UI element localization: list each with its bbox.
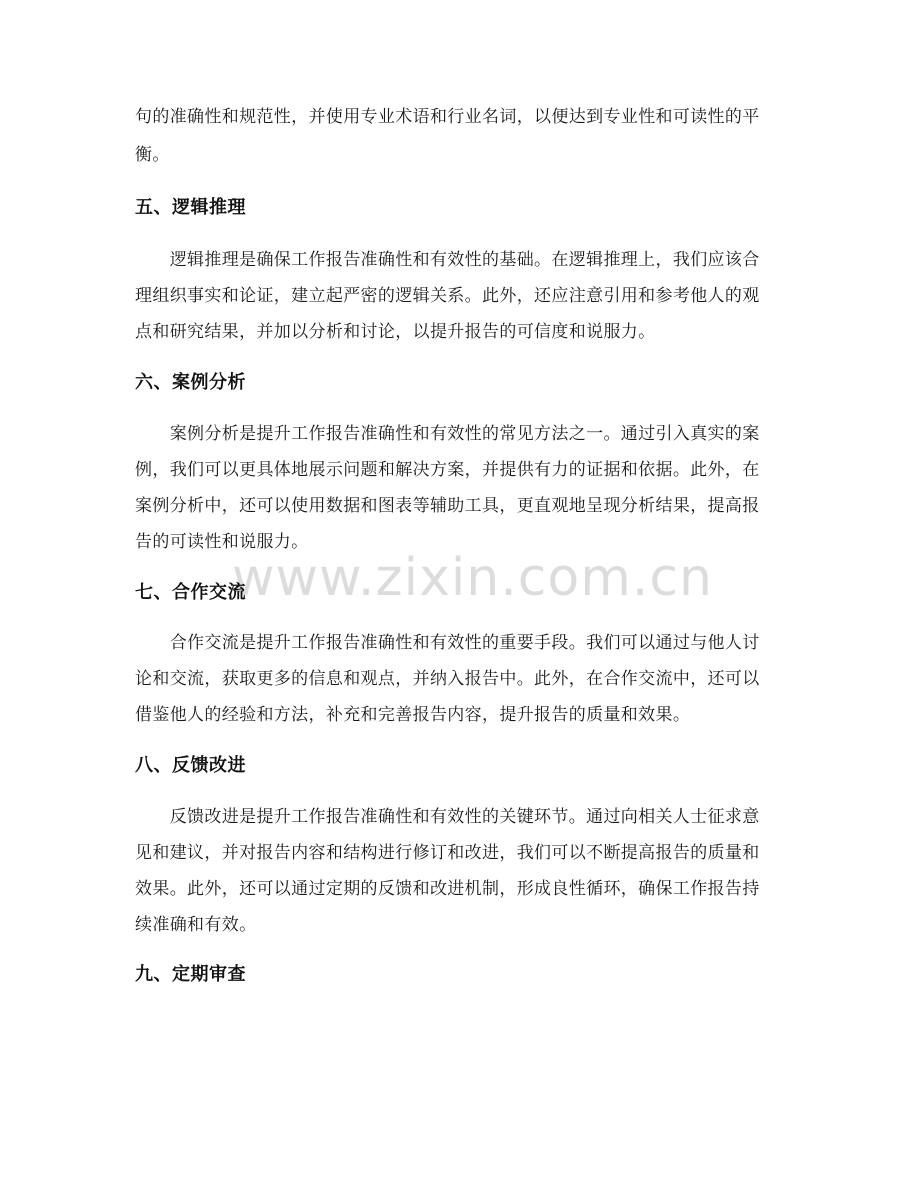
- paragraph-line: 见和建议，并对报告内容和结构进行修订和改进，我们可以不断提高报告的质量和: [135, 843, 760, 863]
- paragraph-line: 续准确和有效。: [135, 915, 257, 935]
- paragraph-line: 案例分析是提升工作报告准确性和有效性的常见方法之一。通过引入真实的案: [135, 424, 760, 444]
- paragraph-line: 借鉴他人的经验和方法，补充和完善报告内容，提升报告的质量和效果。: [135, 705, 691, 725]
- paragraph-line: 衡。: [135, 145, 170, 165]
- paragraph-line: 案例分析中，还可以使用数据和图表等辅助工具，更直观地呈现分析结果，提高报: [135, 496, 760, 516]
- paragraph-line: 理组织事实和论证，建立起严密的逻辑关系。此外，还应注意引用和参考他人的观: [135, 286, 760, 306]
- paragraph-line: 点和研究结果，并加以分析和讨论，以提升报告的可信度和说服力。: [135, 322, 656, 342]
- paragraph-line: 句的准确性和规范性，并使用专业术语和行业名词，以便达到专业性和可读性的平: [135, 107, 760, 127]
- watermark: www.zixin.com.cn: [232, 548, 713, 608]
- paragraph-line: 反馈改进是提升工作报告准确性和有效性的关键环节。通过向相关人士征求意: [135, 807, 760, 827]
- paragraph-line: 论和交流，获取更多的信息和观点，并纳入报告中。此外，在合作交流中，还可以: [135, 669, 760, 689]
- section-heading-review: 九、定期审查: [135, 964, 246, 985]
- paragraph-line: 例，我们可以更具体地展示问题和解决方案，并提供有力的证据和依据。此外，在: [135, 460, 760, 480]
- section-heading-logic: 五、逻辑推理: [135, 197, 246, 218]
- paragraph-line: 逻辑推理是确保工作报告准确性和有效性的基础。在逻辑推理上，我们应该合: [135, 250, 760, 270]
- section-heading-cooperation: 七、合作交流: [135, 582, 246, 603]
- paragraph-line: 合作交流是提升工作报告准确性和有效性的重要手段。我们可以通过与他人讨: [135, 633, 760, 653]
- section-heading-feedback: 八、反馈改进: [135, 755, 246, 776]
- paragraph-line: 告的可读性和说服力。: [135, 532, 309, 552]
- paragraph-line: 效果。此外，还可以通过定期的反馈和改进机制，形成良性循环，确保工作报告持: [135, 879, 760, 899]
- section-heading-case: 六、案例分析: [135, 372, 246, 393]
